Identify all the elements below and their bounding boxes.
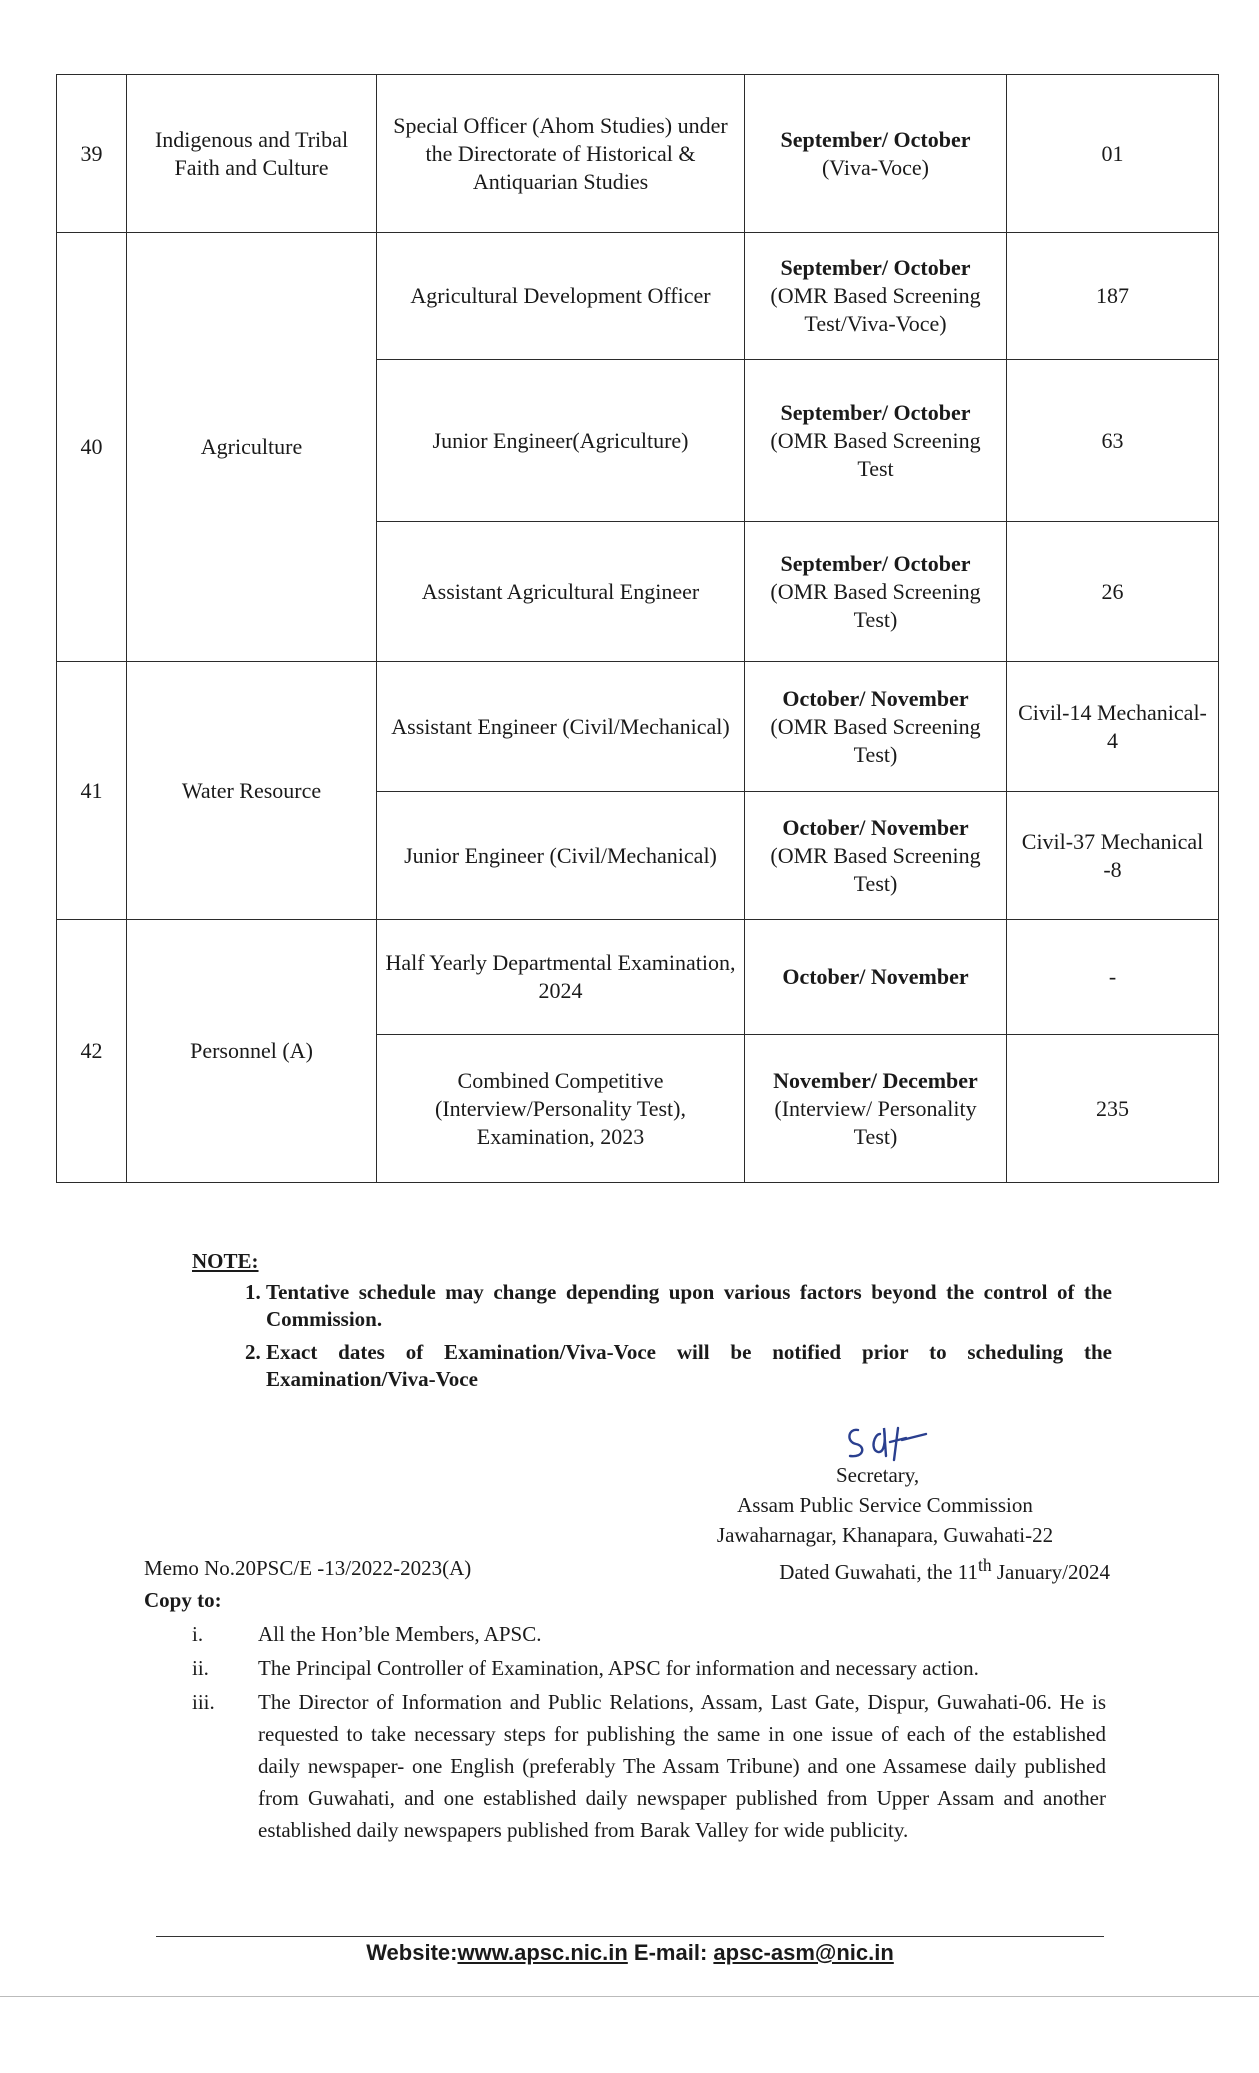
vacancies-cell: 01 xyxy=(1007,75,1219,233)
designation: Secretary, xyxy=(836,1463,920,1487)
dated-suffix: January/2024 xyxy=(991,1560,1110,1584)
post-cell: Junior Engineer (Civil/Mechanical) xyxy=(377,792,745,920)
post-cell: Combined Competitive (Interview/Personality Test), Examination, 2023 xyxy=(377,1035,745,1183)
dated-line xyxy=(660,1550,1110,1587)
schedule-mode: (OMR Based Screening Test/Viva-Voce) xyxy=(770,283,981,336)
schedule-mode: (OMR Based Screening Test) xyxy=(770,713,981,767)
list-item-number: i. xyxy=(192,1622,204,1646)
footer-divider xyxy=(156,1936,1104,1937)
footer xyxy=(156,1938,1104,1968)
copy-to-list xyxy=(144,1618,1106,1848)
schedule-mode: (Interview/ Personality Test) xyxy=(774,1095,977,1149)
post-cell: Agricultural Development Officer xyxy=(377,233,745,360)
note-section xyxy=(192,1248,1112,1399)
list-item-text: The Principal Controller of Examination, APSC for information and necessary action. xyxy=(258,1656,979,1680)
list-item xyxy=(144,1618,1106,1650)
department-cell: Personnel (A) xyxy=(127,920,377,1183)
note-list xyxy=(192,1279,1112,1393)
dated-prefix: Dated Guwahati, the 11 xyxy=(779,1560,978,1584)
schedule-month: November/ December xyxy=(773,1067,978,1093)
schedule-cell xyxy=(745,792,1007,920)
note-item: 1. Tentative schedule may change depending upon various factors beyond the control of the Commission. xyxy=(266,1279,1112,1333)
schedule-mode: (Viva-Voce) xyxy=(821,154,929,180)
list-item-number: iii. xyxy=(192,1690,215,1714)
schedule-month: October/ November xyxy=(782,964,969,989)
schedule-mode: (OMR Based Screening Test xyxy=(770,427,981,481)
schedule-cell xyxy=(745,360,1007,522)
schedule-table xyxy=(56,74,1219,1183)
schedule-cell xyxy=(745,920,1007,1035)
schedule-cell xyxy=(745,1035,1007,1183)
vacancies-cell: 235 xyxy=(1007,1035,1219,1183)
post-cell: Special Officer (Ahom Studies) under the Directorate of Historical & Antiquarian Studies xyxy=(377,75,745,233)
list-item xyxy=(144,1652,1106,1684)
table-row xyxy=(57,662,1219,792)
schedule-month: September/ October xyxy=(780,550,971,576)
dated-sup: th xyxy=(977,1555,992,1575)
note-title: NOTE: xyxy=(192,1249,259,1273)
table-row xyxy=(57,920,1219,1035)
post-cell: Assistant Agricultural Engineer xyxy=(377,522,745,662)
vacancies-cell: Civil-14 Mechanical-4 xyxy=(1007,662,1219,792)
list-item-number: ii. xyxy=(192,1656,209,1680)
schedule-month: October/ November xyxy=(782,814,969,840)
department-cell: Indigenous and Tribal Faith and Culture xyxy=(127,75,377,233)
email-label: E-mail: xyxy=(627,1940,714,1965)
sl-no-cell: 40 xyxy=(57,233,127,662)
list-item-text: The Director of Information and Public Relations, Assam, Last Gate, Dispur, Guwahati-06. He is requested to take necessary steps for publishing the same in one issue of each of the established daily newspaper- one English (preferably The Assam Tribune) and one Assamese daily published from Guwahati, and one established daily newspaper published from Upper Assam and another established daily newspapers published from Barak Valley for wide publicity. xyxy=(258,1690,1106,1842)
schedule-cell xyxy=(745,522,1007,662)
schedule-month: September/ October xyxy=(780,399,971,425)
schedule-month: October/ November xyxy=(782,685,969,711)
post-cell: Half Yearly Departmental Examination, 2024 xyxy=(377,920,745,1035)
schedule-month: September/ October xyxy=(780,126,971,152)
address: Jawaharnagar, Khanapara, Guwahati-22 xyxy=(716,1523,1054,1547)
copy-to-title: Copy to: xyxy=(144,1588,222,1612)
schedule-cell xyxy=(745,662,1007,792)
list-item-text: All the Hon’ble Members, APSC. xyxy=(258,1622,542,1646)
memo-number: Memo No.20PSC/E -13/2022-2023(A) xyxy=(144,1556,472,1580)
website-link[interactable]: www.apsc.nic.in xyxy=(457,1940,628,1965)
department-cell: Water Resource xyxy=(127,662,377,920)
post-cell: Assistant Engineer (Civil/Mechanical) xyxy=(377,662,745,792)
email-link[interactable]: apsc-asm@nic.in xyxy=(713,1940,894,1965)
schedule-cell xyxy=(745,233,1007,360)
organisation: Assam Public Service Commission xyxy=(737,1493,1033,1517)
page-bottom-divider xyxy=(0,1996,1259,1997)
sl-no-cell: 42 xyxy=(57,920,127,1183)
sl-no-cell: 41 xyxy=(57,662,127,920)
department-cell: Agriculture xyxy=(127,233,377,662)
schedule-mode: (OMR Based Screening Test) xyxy=(770,578,981,632)
schedule-cell xyxy=(745,75,1007,233)
schedule-mode: (OMR Based Screening Test) xyxy=(770,842,981,896)
signature-block xyxy=(660,1460,1110,1587)
table-row xyxy=(57,75,1219,233)
schedule-month: September/ October xyxy=(780,255,971,280)
note-item: 2. Exact dates of Examination/Viva-Voce will be notified prior to scheduling the Examination/Viva-Voce xyxy=(266,1339,1112,1393)
website-label: Website: xyxy=(366,1940,458,1965)
sl-no-cell: 39 xyxy=(57,75,127,233)
vacancies-cell: Civil-37 Mechanical -8 xyxy=(1007,792,1219,920)
post-cell: Junior Engineer(Agriculture) xyxy=(377,360,745,522)
vacancies-cell: 26 xyxy=(1007,522,1219,662)
vacancies-cell: - xyxy=(1007,920,1219,1035)
vacancies-cell: 63 xyxy=(1007,360,1219,522)
table-row xyxy=(57,233,1219,360)
list-item xyxy=(144,1686,1106,1846)
vacancies-cell: 187 xyxy=(1007,233,1219,360)
